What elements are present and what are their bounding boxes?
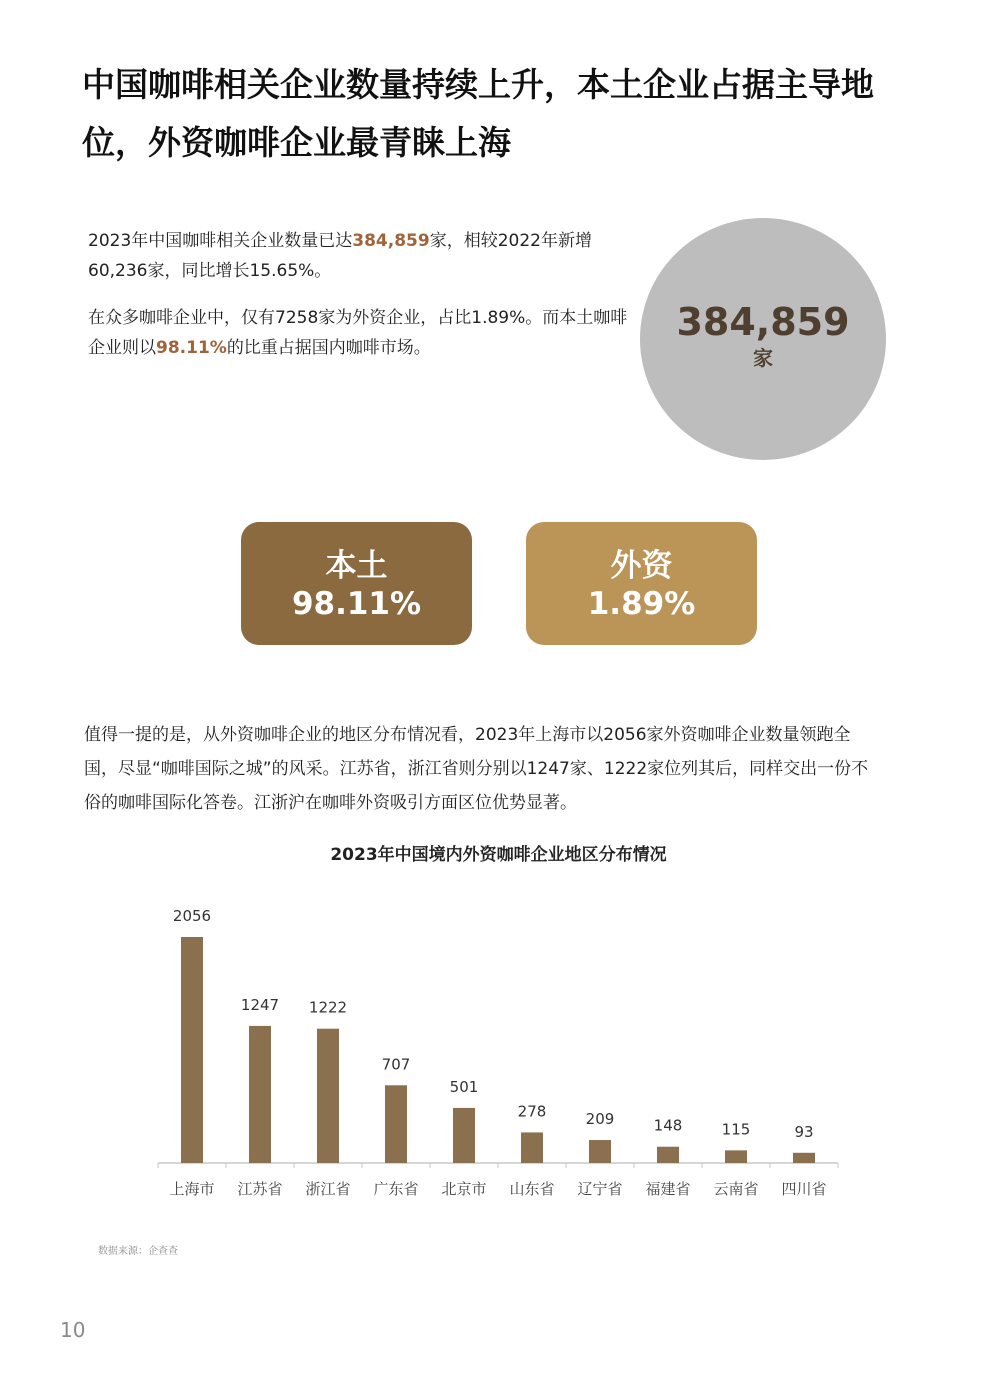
bar-6 bbox=[521, 1132, 543, 1163]
category-label-8: 福建省 bbox=[645, 1180, 691, 1198]
data-label-10: 93 bbox=[794, 1122, 814, 1141]
data-label-1: 2056 bbox=[172, 907, 212, 925]
intro-p1-text-a: 2023年中国咖啡相关企业数量已达 bbox=[88, 231, 353, 251]
local-share-card bbox=[241, 522, 472, 645]
total-count-circle bbox=[640, 218, 886, 460]
category-label-5: 北京市 bbox=[441, 1180, 487, 1198]
category-label-2: 江苏省 bbox=[237, 1180, 283, 1198]
bar-8 bbox=[657, 1147, 679, 1163]
local-card-value: 98.11% bbox=[291, 586, 422, 622]
body-paragraph: 值得一提的是，从外资咖啡企业的地区分布情况看，2023年上海市以2056家外资咖啡企业数量领跑全国，尽显“咖啡国际之城”的风采。江苏省，浙江省则分别以1247家、1222家位列其后，同样交出一份不俗的咖啡国际化答卷。江浙沪在咖啡外资吸引方面区位优势显著。 bbox=[84, 725, 869, 813]
circle-unit: 家 bbox=[753, 346, 773, 370]
category-label-9: 云南省 bbox=[713, 1180, 759, 1198]
headline-line-1: 中国咖啡相关企业数量持续上升，本土企业占据主导地 bbox=[82, 65, 874, 104]
bar-4 bbox=[385, 1085, 407, 1163]
highlight-total-count: 384,859 bbox=[352, 231, 430, 251]
chart-title: 2023年中国境内外资咖啡企业地区分布情况 bbox=[330, 845, 667, 865]
bar-chart bbox=[0, 880, 997, 1210]
headline-line-2: 位，外资咖啡企业最青睐上海 bbox=[82, 123, 511, 162]
data-label-6: 278 bbox=[517, 1102, 547, 1121]
data-label-7: 209 bbox=[585, 1110, 615, 1129]
foreign-card-value: 1.89% bbox=[587, 586, 696, 622]
intro-p1-text-b: 家，相较2022年新增60,236家，同比增长15.65%。 bbox=[88, 231, 592, 281]
local-card-label: 本土 bbox=[325, 548, 388, 584]
category-label-1: 上海市 bbox=[169, 1180, 215, 1198]
data-label-9: 115 bbox=[721, 1120, 751, 1139]
circle-value: 384,859 bbox=[676, 300, 850, 344]
bar-7 bbox=[589, 1140, 611, 1163]
data-label-8: 148 bbox=[653, 1116, 683, 1135]
highlight-local-share: 98.11% bbox=[156, 338, 227, 358]
intro-p2-text-a: 在众多咖啡企业中，仅有7258家为外资企业，占比1.89%。而本土咖啡企业则以 bbox=[88, 308, 628, 358]
page-number: 10 bbox=[60, 1318, 86, 1342]
intro-paragraph-1 bbox=[88, 226, 628, 286]
data-label-4: 707 bbox=[381, 1055, 411, 1074]
data-source: 数据来源：企查查 bbox=[98, 1246, 178, 1257]
category-label-10: 四川省 bbox=[781, 1180, 827, 1198]
intro-p2-text-b: 的比重占据国内咖啡市场。 bbox=[226, 338, 431, 358]
bar-1 bbox=[181, 937, 203, 1163]
bar-9 bbox=[725, 1150, 747, 1163]
bar-2 bbox=[249, 1026, 271, 1163]
category-label-7: 辽宁省 bbox=[577, 1180, 623, 1198]
category-label-6: 山东省 bbox=[509, 1180, 555, 1198]
foreign-share-card bbox=[526, 522, 757, 645]
bar-10 bbox=[793, 1153, 815, 1163]
foreign-card-label: 外资 bbox=[610, 548, 673, 584]
category-label-3: 浙江省 bbox=[305, 1180, 351, 1198]
intro-paragraph-2 bbox=[88, 303, 628, 363]
bar-5 bbox=[453, 1108, 475, 1163]
headline bbox=[82, 56, 922, 172]
bar-3 bbox=[317, 1029, 339, 1163]
data-label-2: 1247 bbox=[240, 995, 280, 1014]
data-label-5: 501 bbox=[449, 1077, 479, 1096]
category-label-4: 广东省 bbox=[373, 1180, 419, 1198]
intro-text bbox=[88, 226, 628, 380]
data-label-3: 1222 bbox=[308, 998, 348, 1017]
